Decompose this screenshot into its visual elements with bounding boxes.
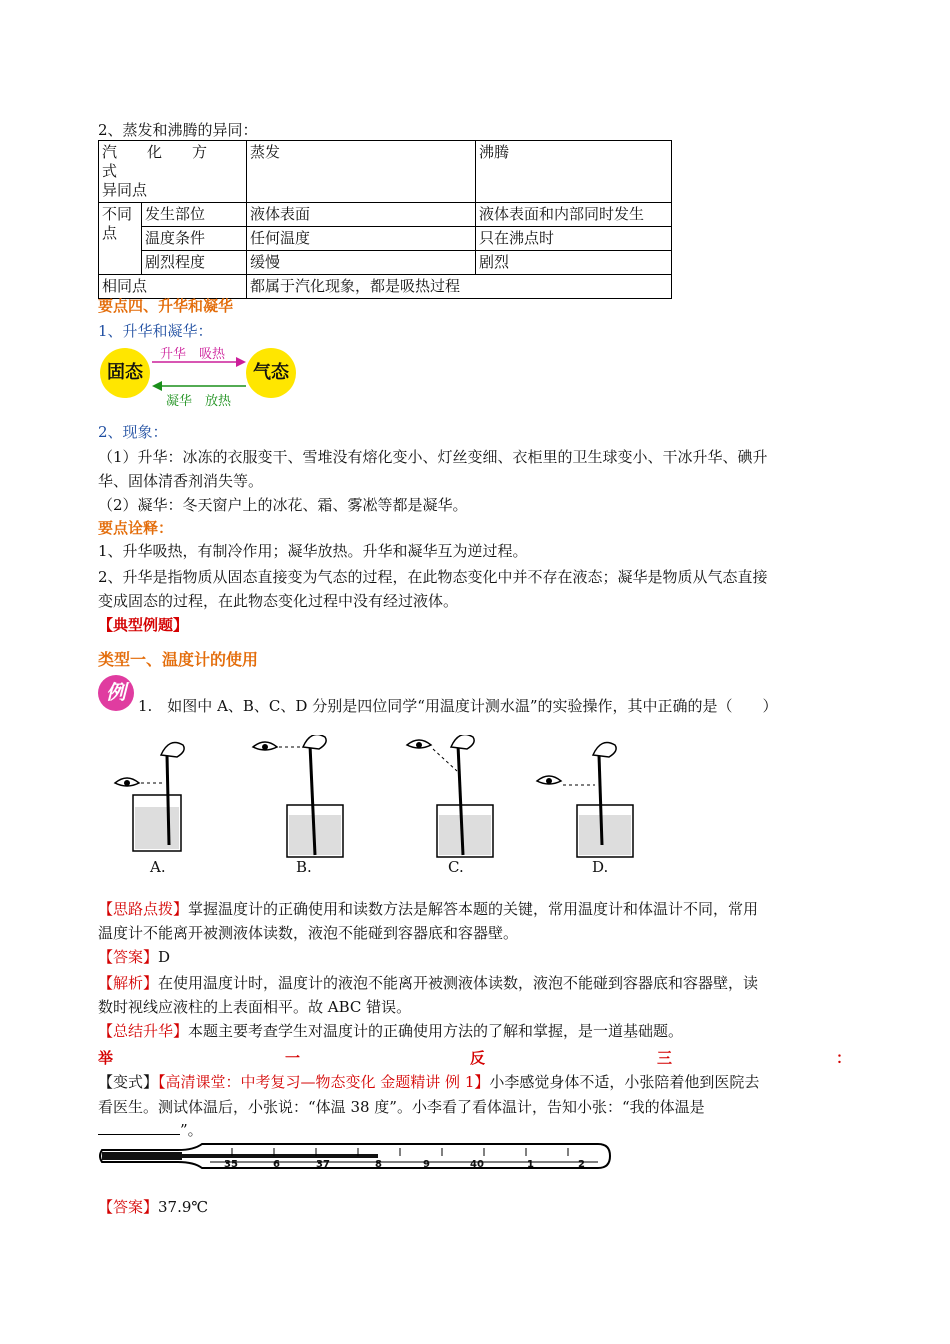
variant-line-3: ”。	[98, 1120, 203, 1140]
figure-label-a: A.	[150, 858, 166, 876]
sublimation-label: 升华 吸热	[160, 347, 226, 362]
answer-blank	[98, 1120, 180, 1135]
table-cell: 只在沸点时	[476, 227, 672, 251]
figure-c	[407, 735, 493, 857]
point4-title: 要点四、升华和凝华	[98, 297, 234, 315]
figure-b	[253, 735, 343, 857]
explain-title: 要点诠释：	[98, 519, 174, 537]
figure-label-c: C.	[448, 858, 464, 876]
table-header-boiling: 沸腾	[476, 141, 672, 203]
paragraph: 华、固体清香剂消失等。	[98, 472, 264, 490]
table-header-corner: 汽 化 方 式 异同点	[99, 141, 247, 203]
figure-label-d: D.	[592, 858, 609, 876]
example-badge: 例	[98, 675, 134, 711]
type1-title: 类型一、温度计的使用	[98, 650, 259, 669]
thermo-label: 1	[527, 1159, 534, 1170]
thermo-label: 37	[316, 1159, 330, 1170]
point4-subtitle: 1、升华和凝华：	[98, 322, 213, 340]
ju-char: 举	[98, 1049, 114, 1067]
table-cell: 温度条件	[142, 227, 247, 251]
section-title: 2、蒸发和沸腾的异同：	[98, 121, 258, 139]
paragraph: （2）凝华：冬天窗户上的冰花、霜、雾凇等都是凝华。	[98, 496, 468, 514]
table-header-evaporation: 蒸发	[247, 141, 476, 203]
summary-line: 【总结升华】本题主要考查学生对温度计的正确使用方法的了解和掌握，是一道基础题。	[98, 1022, 684, 1040]
table-cell: 任何温度	[247, 227, 476, 251]
analysis-line-1: 【解析】在使用温度计时，温度计的液泡不能离开被测液体读数，液泡不能碰到容器底和容器壁，读	[98, 974, 759, 992]
table-diff-label: 不同点	[99, 203, 142, 275]
table-cell: 发生部位	[142, 203, 247, 227]
phenomena-title: 2、现象：	[98, 423, 168, 441]
table-same-label: 相同点	[99, 275, 247, 299]
paragraph: 1、升华吸热，有制冷作用；凝华放热。升华和凝华互为逆过程。	[98, 542, 528, 560]
san-char: 三	[657, 1049, 673, 1067]
typical-title: 【典型例题】	[98, 616, 189, 634]
colon-char: ：	[836, 1049, 852, 1067]
paragraph: 数时视线应液柱的上表面相平。故 ABC 错误。	[98, 998, 412, 1016]
solid-circle: 固态	[100, 348, 150, 398]
clinical-thermometer	[98, 1136, 614, 1176]
paragraph: 温度计不能离开被测液体读数，液泡不能碰到容器底和容器壁。	[98, 924, 519, 942]
paragraph: 看医生。测试体温后，小张说：“体温 38 度”。小李看了看体温计，告知小张：“我的体温是	[98, 1098, 705, 1116]
thermometer-figures	[105, 735, 665, 880]
answer-line: 【答案】D	[98, 948, 171, 966]
thermo-label: 35	[224, 1159, 238, 1170]
comparison-table	[98, 140, 672, 299]
table-cell: 剧烈	[476, 251, 672, 275]
figure-label-b: B.	[296, 858, 312, 876]
figure-a	[115, 743, 184, 851]
desublimation-label: 凝华 放热	[166, 394, 232, 409]
table-cell: 剧烈程度	[142, 251, 247, 275]
hint-line-1: 【思路点拨】掌握温度计的正确使用和读数方法是解答本题的关键，常用温度计和体温计不同，常用	[98, 900, 759, 918]
thermo-label: 9	[423, 1159, 430, 1170]
paragraph: 2、升华是指物质从固态直接变为气态的过程，在此物态变化中并不存在液态；凝华是物质从气态直接	[98, 568, 768, 586]
figure-d	[537, 743, 633, 857]
paragraph: 变成固态的过程，在此物态变化过程中没有经过液体。	[98, 592, 459, 610]
table-cell: 缓慢	[247, 251, 476, 275]
fan-char: 反	[470, 1049, 486, 1067]
thermo-label: 2	[578, 1159, 585, 1170]
thermo-label: 8	[375, 1159, 382, 1170]
paragraph: （1）升华：冰冻的衣服变干、雪堆没有熔化变小、灯丝变细、衣柜里的卫生球变小、干冰升华、碘升	[98, 448, 768, 466]
thermo-label: 6	[273, 1159, 280, 1170]
gas-circle: 气态	[246, 348, 296, 398]
answer-2-line: 【答案】37.9℃	[98, 1198, 209, 1216]
question-1: 1. 如图中 A、B、C、D 分别是四位同学“用温度计测水温”的实验操作，其中正确的是（ ）	[138, 697, 778, 715]
variant-line-1: 【变式】【高清课堂：中考复习—物态变化 金题精讲 例 1】小李感觉身体不适，小张陪着他到医院去	[98, 1073, 760, 1091]
thermo-label: 40	[470, 1159, 484, 1170]
table-same-value: 都属于汽化现象，都是吸热过程	[247, 275, 672, 299]
table-cell: 液体表面和内部同时发生	[476, 203, 672, 227]
table-cell: 液体表面	[247, 203, 476, 227]
yi-char: 一	[285, 1049, 301, 1067]
